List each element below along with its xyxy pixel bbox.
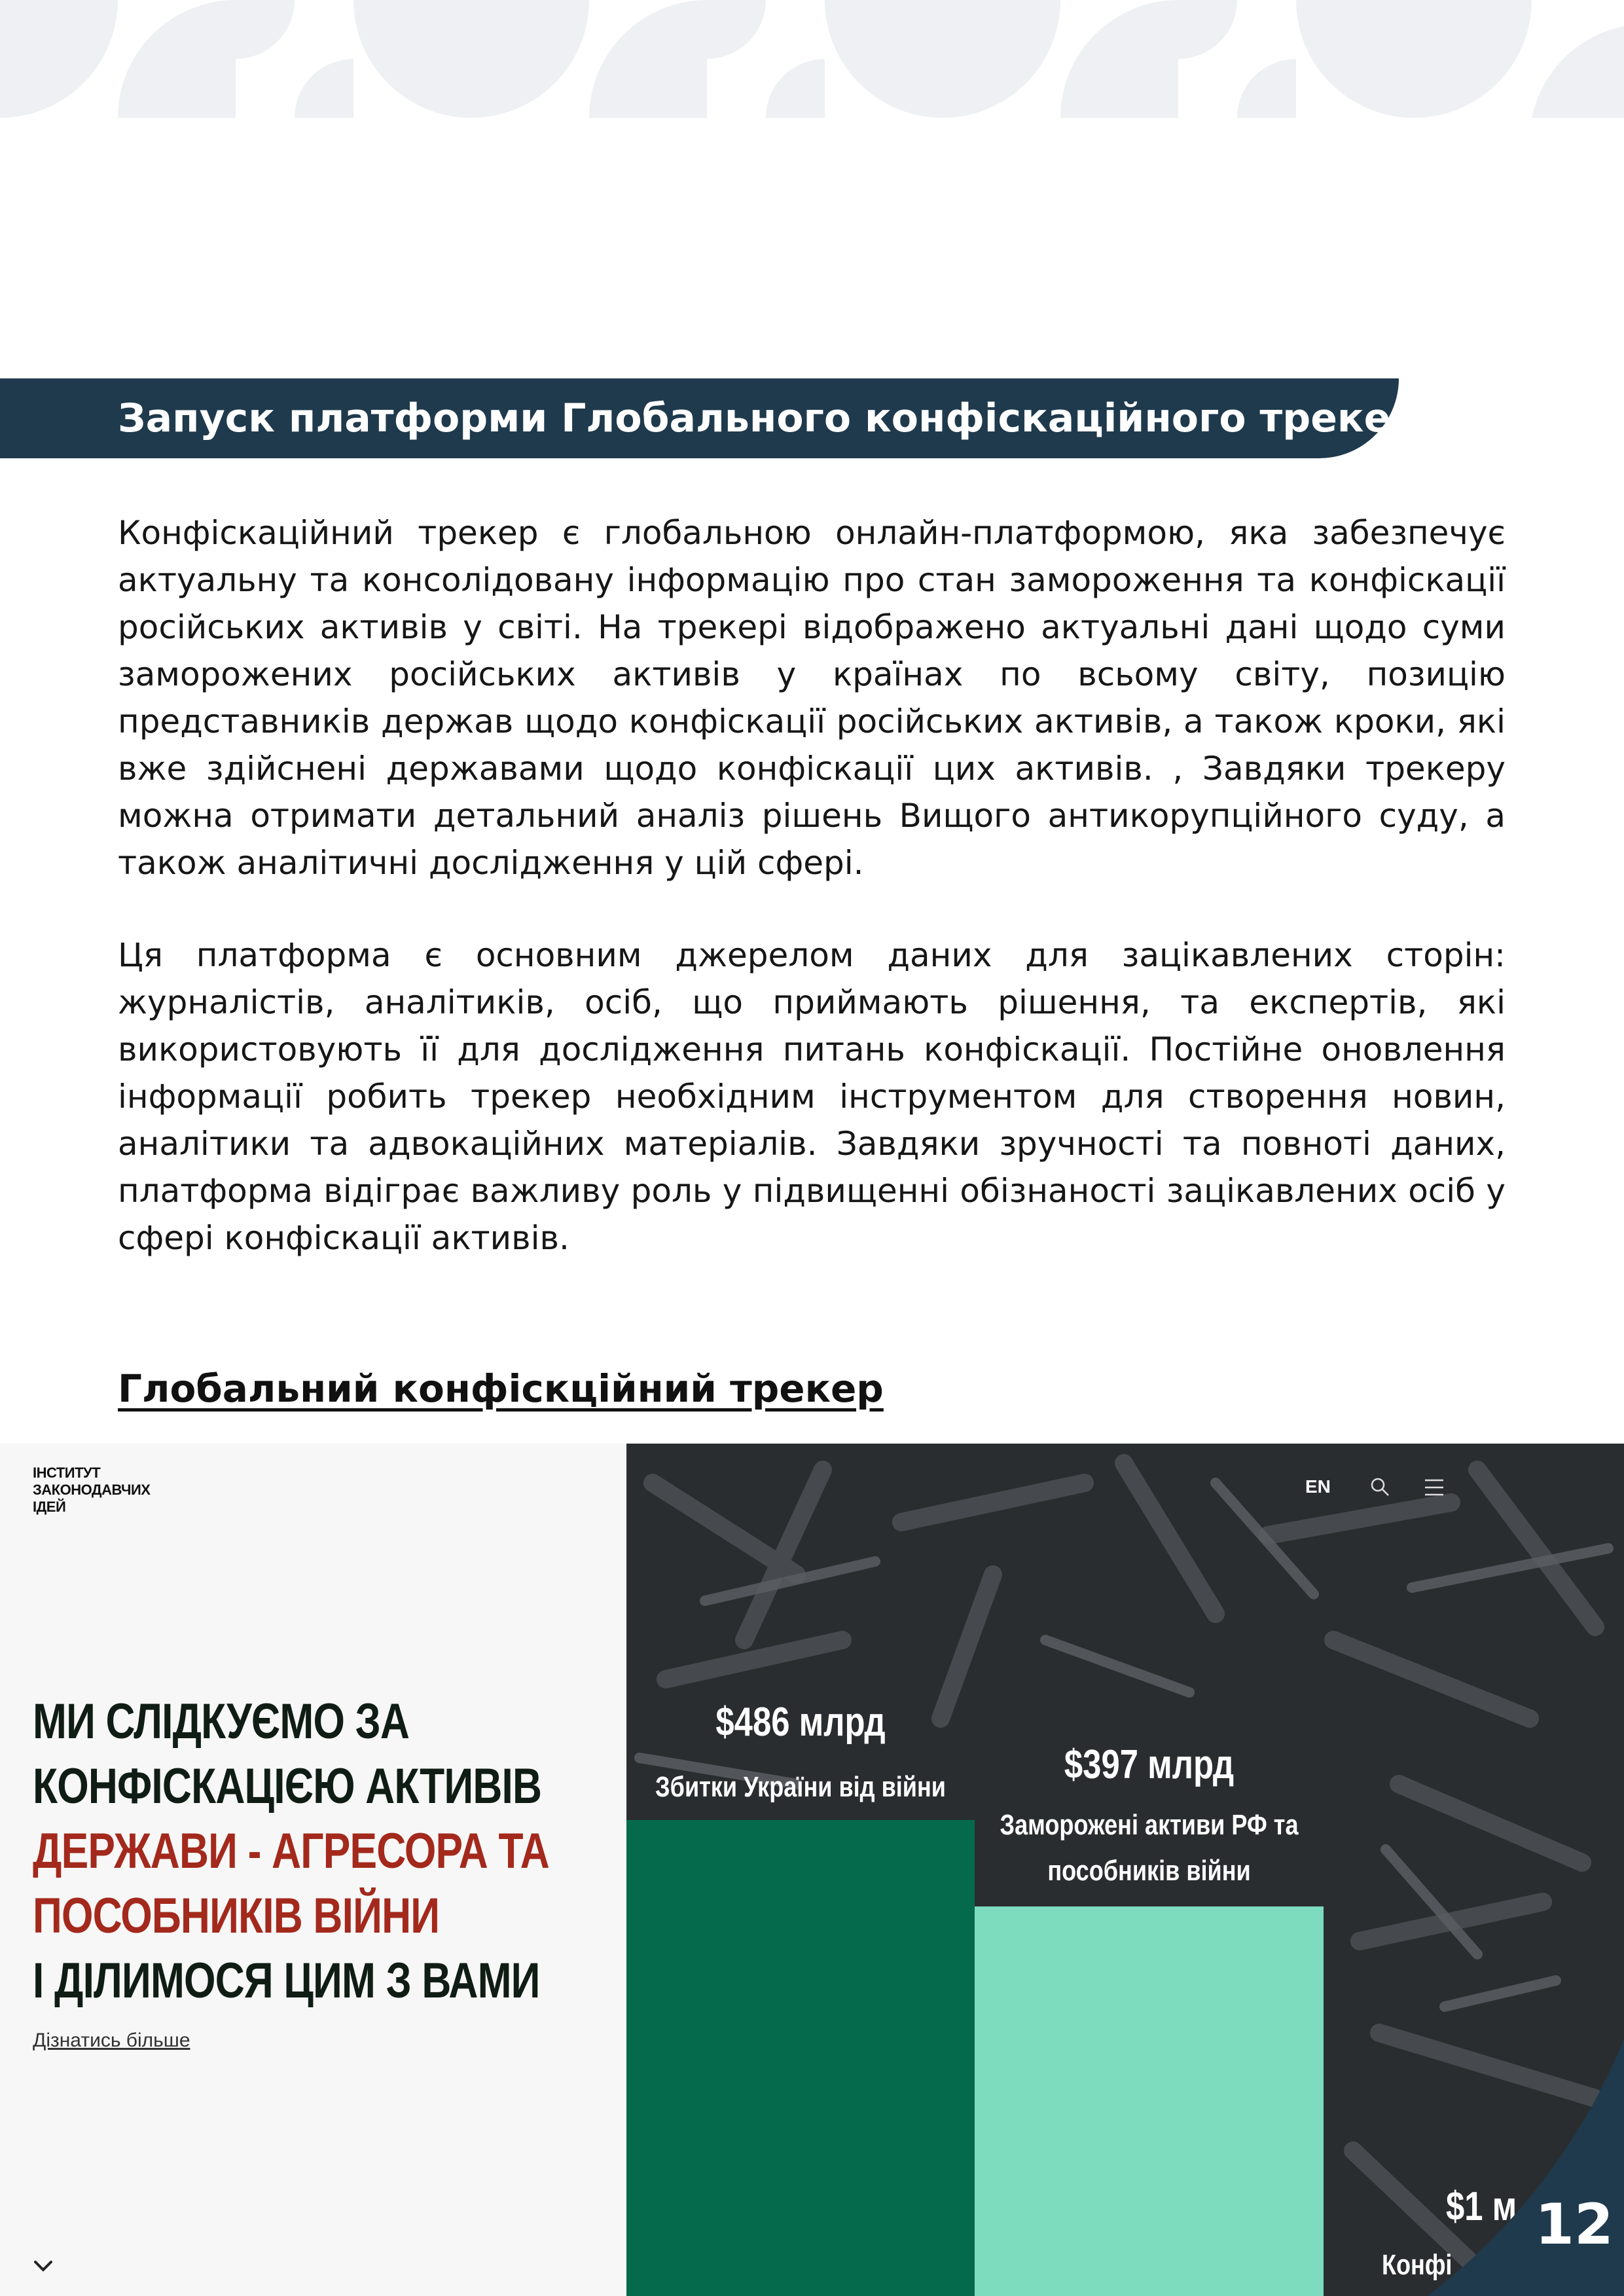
hero-line: МИ СЛІДКУЄМО ЗА [33, 1694, 410, 1749]
section-title: Запуск платформи Глобального конфіскаційного трекера [118, 395, 1445, 441]
hero-line: КОНФІСКАЦІЄЮ АКТИВІВ [33, 1758, 542, 1814]
bar-label: Збитки України від війни [655, 1771, 946, 1803]
hero-heading [33, 1689, 549, 2013]
bar-ukraine-losses [626, 1820, 975, 2296]
hero-line-accent: ПОСОБНИКІВ ВІЙНИ [33, 1888, 440, 1944]
paragraph-usage: Ця платформа є основним джерелом даних для зацікавлених сторін: журналістів, аналітиків, осіб, що приймають рішення, та експертів, які використовують її для дослідження питань конфіскації. Постійне оновлення інформації робить трекер необхідним інструментом для створення новин, аналітики та адвокаційних матеріалів. Завдяки зручності та повноті даних, платформа відіграє важливу роль у підвищенні обізнаності зацікавлених осіб у сфері конфіскації активів. [118, 936, 1506, 1257]
learn-more-link[interactable]: Дізнатись більше [33, 2030, 190, 2051]
decorative-pattern [0, 0, 1624, 118]
bar-value: $486 млрд [715, 1700, 886, 1745]
paragraph-intro: Конфіскаційний трекер є глобальною онлайн-платформою, яка забезпечує актуальну та консолідовану інформацію про стан замороження та конфіскації російських активів у світі. На трекері відображено актуальні дані щодо суми заморожених російських активів у країнах по всьому світу, позицію представників держав щодо конфіскації російських активів, а також кроки, які вже здійснені державами щодо конфіскації цих активів. , Завдяки трекеру можна отримати детальний аналіз рішень Вищого антикорупційного суду, а також аналітичні дослідження у цій сфері. [118, 514, 1506, 882]
bar-frozen-assets [975, 1906, 1324, 2296]
tracker-link[interactable]: Глобальний конфіскційний трекер [118, 1366, 884, 1411]
screenshot-left-panel [0, 1444, 626, 2296]
page-corner-shape [1428, 2039, 1624, 2296]
hero-line-accent: ДЕРЖАВИ - АГРЕСОРА ТА [33, 1823, 549, 1879]
bar-label: Конфі [1382, 2249, 1453, 2281]
hero-line: І ДІЛИМОСЯ ЦИМ З ВАМИ [33, 1953, 540, 2009]
logo-line: ІДЕЙ [33, 1499, 66, 1515]
menu-icon[interactable] [1424, 1478, 1445, 1497]
bar-value: $397 млрд [1064, 1742, 1235, 1787]
bar-label: Заморожені активи РФ та пособників війни [1000, 1809, 1299, 1887]
logo-line: ЗАКОНОДАВЧИХ [33, 1482, 151, 1498]
logo-line: ІНСТИТУТ [33, 1465, 101, 1481]
language-switch[interactable]: EN [1305, 1476, 1331, 1497]
tracker-screenshot [0, 1444, 1624, 2296]
bar-value: $1 м [1446, 2184, 1517, 2229]
search-icon[interactable] [1369, 1476, 1390, 1497]
page-number: 12 [1535, 2192, 1614, 2257]
chevron-down-icon[interactable] [33, 2259, 54, 2273]
org-logo [33, 1465, 150, 1516]
